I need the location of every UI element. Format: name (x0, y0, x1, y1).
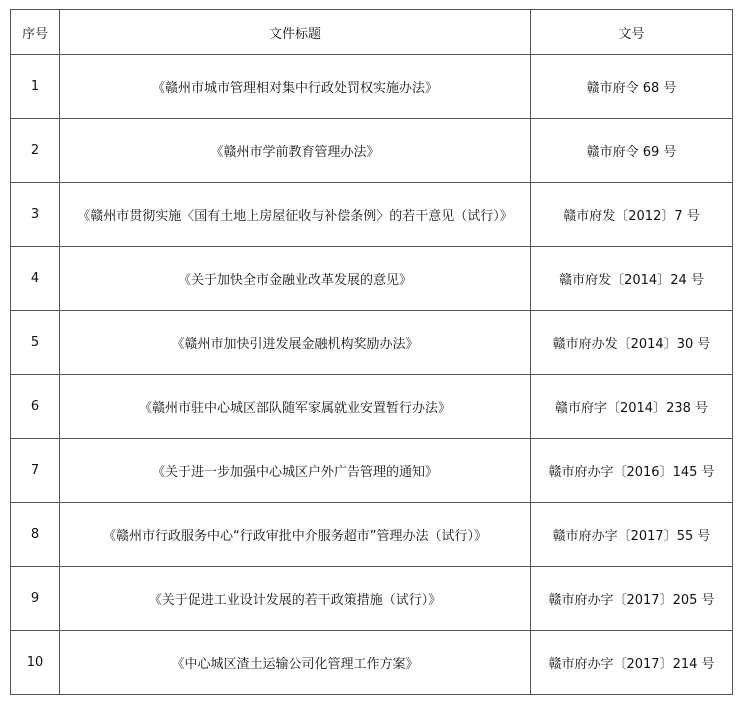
document-title: 《赣州市贯彻实施〈国有土地上房屋征收与补偿条例〉的若干意见（试行）》 (60, 183, 531, 247)
document-number: 赣市府发〔2012〕7 号 (531, 183, 733, 247)
document-number: 赣市府令 69 号 (531, 119, 733, 183)
header-row (11, 10, 733, 55)
header-title: 文件标题 (60, 10, 531, 55)
row-number: 1 (11, 55, 60, 119)
row-number: 5 (11, 311, 60, 375)
document-title: 《赣州市城市管理相对集中行政处罚权实施办法》 (60, 55, 531, 119)
table-row (11, 55, 733, 119)
table-row (11, 631, 733, 695)
document-number: 赣市府字〔2014〕238 号 (531, 375, 733, 439)
header-no: 序号 (11, 10, 60, 55)
document-title: 《赣州市学前教育管理办法》 (60, 119, 531, 183)
row-number: 9 (11, 567, 60, 631)
document-number: 赣市府办字〔2017〕205 号 (531, 567, 733, 631)
row-number: 10 (11, 631, 60, 695)
document-title: 《关于促进工业设计发展的若干政策措施（试行）》 (60, 567, 531, 631)
table-body (11, 55, 733, 695)
document-title: 《赣州市行政服务中心“行政审批中介服务超市”管理办法（试行）》 (60, 503, 531, 567)
row-number: 8 (11, 503, 60, 567)
document-number: 赣市府办字〔2017〕214 号 (531, 631, 733, 695)
row-number: 2 (11, 119, 60, 183)
document-table (10, 9, 733, 695)
table-row (11, 567, 733, 631)
document-number: 赣市府办发〔2014〕30 号 (531, 311, 733, 375)
row-number: 3 (11, 183, 60, 247)
document-number: 赣市府办字〔2016〕145 号 (531, 439, 733, 503)
table-row (11, 247, 733, 311)
document-title: 《关于加快全市金融业改革发展的意见》 (60, 247, 531, 311)
document-number: 赣市府令 68 号 (531, 55, 733, 119)
row-number: 4 (11, 247, 60, 311)
table-header (11, 10, 733, 55)
table-row (11, 503, 733, 567)
document-title: 《关于进一步加强中心城区户外广告管理的通知》 (60, 439, 531, 503)
row-number: 7 (11, 439, 60, 503)
document-title: 《中心城区渣土运输公司化管理工作方案》 (60, 631, 531, 695)
table-row (11, 439, 733, 503)
document-title: 《赣州市加快引进发展金融机构奖励办法》 (60, 311, 531, 375)
table-row (11, 311, 733, 375)
document-number: 赣市府发〔2014〕24 号 (531, 247, 733, 311)
table-row (11, 119, 733, 183)
table-row (11, 375, 733, 439)
table-row (11, 183, 733, 247)
document-number: 赣市府办字〔2017〕55 号 (531, 503, 733, 567)
document-title: 《赣州市驻中心城区部队随军家属就业安置暂行办法》 (60, 375, 531, 439)
row-number: 6 (11, 375, 60, 439)
header-doc-number: 文号 (531, 10, 733, 55)
